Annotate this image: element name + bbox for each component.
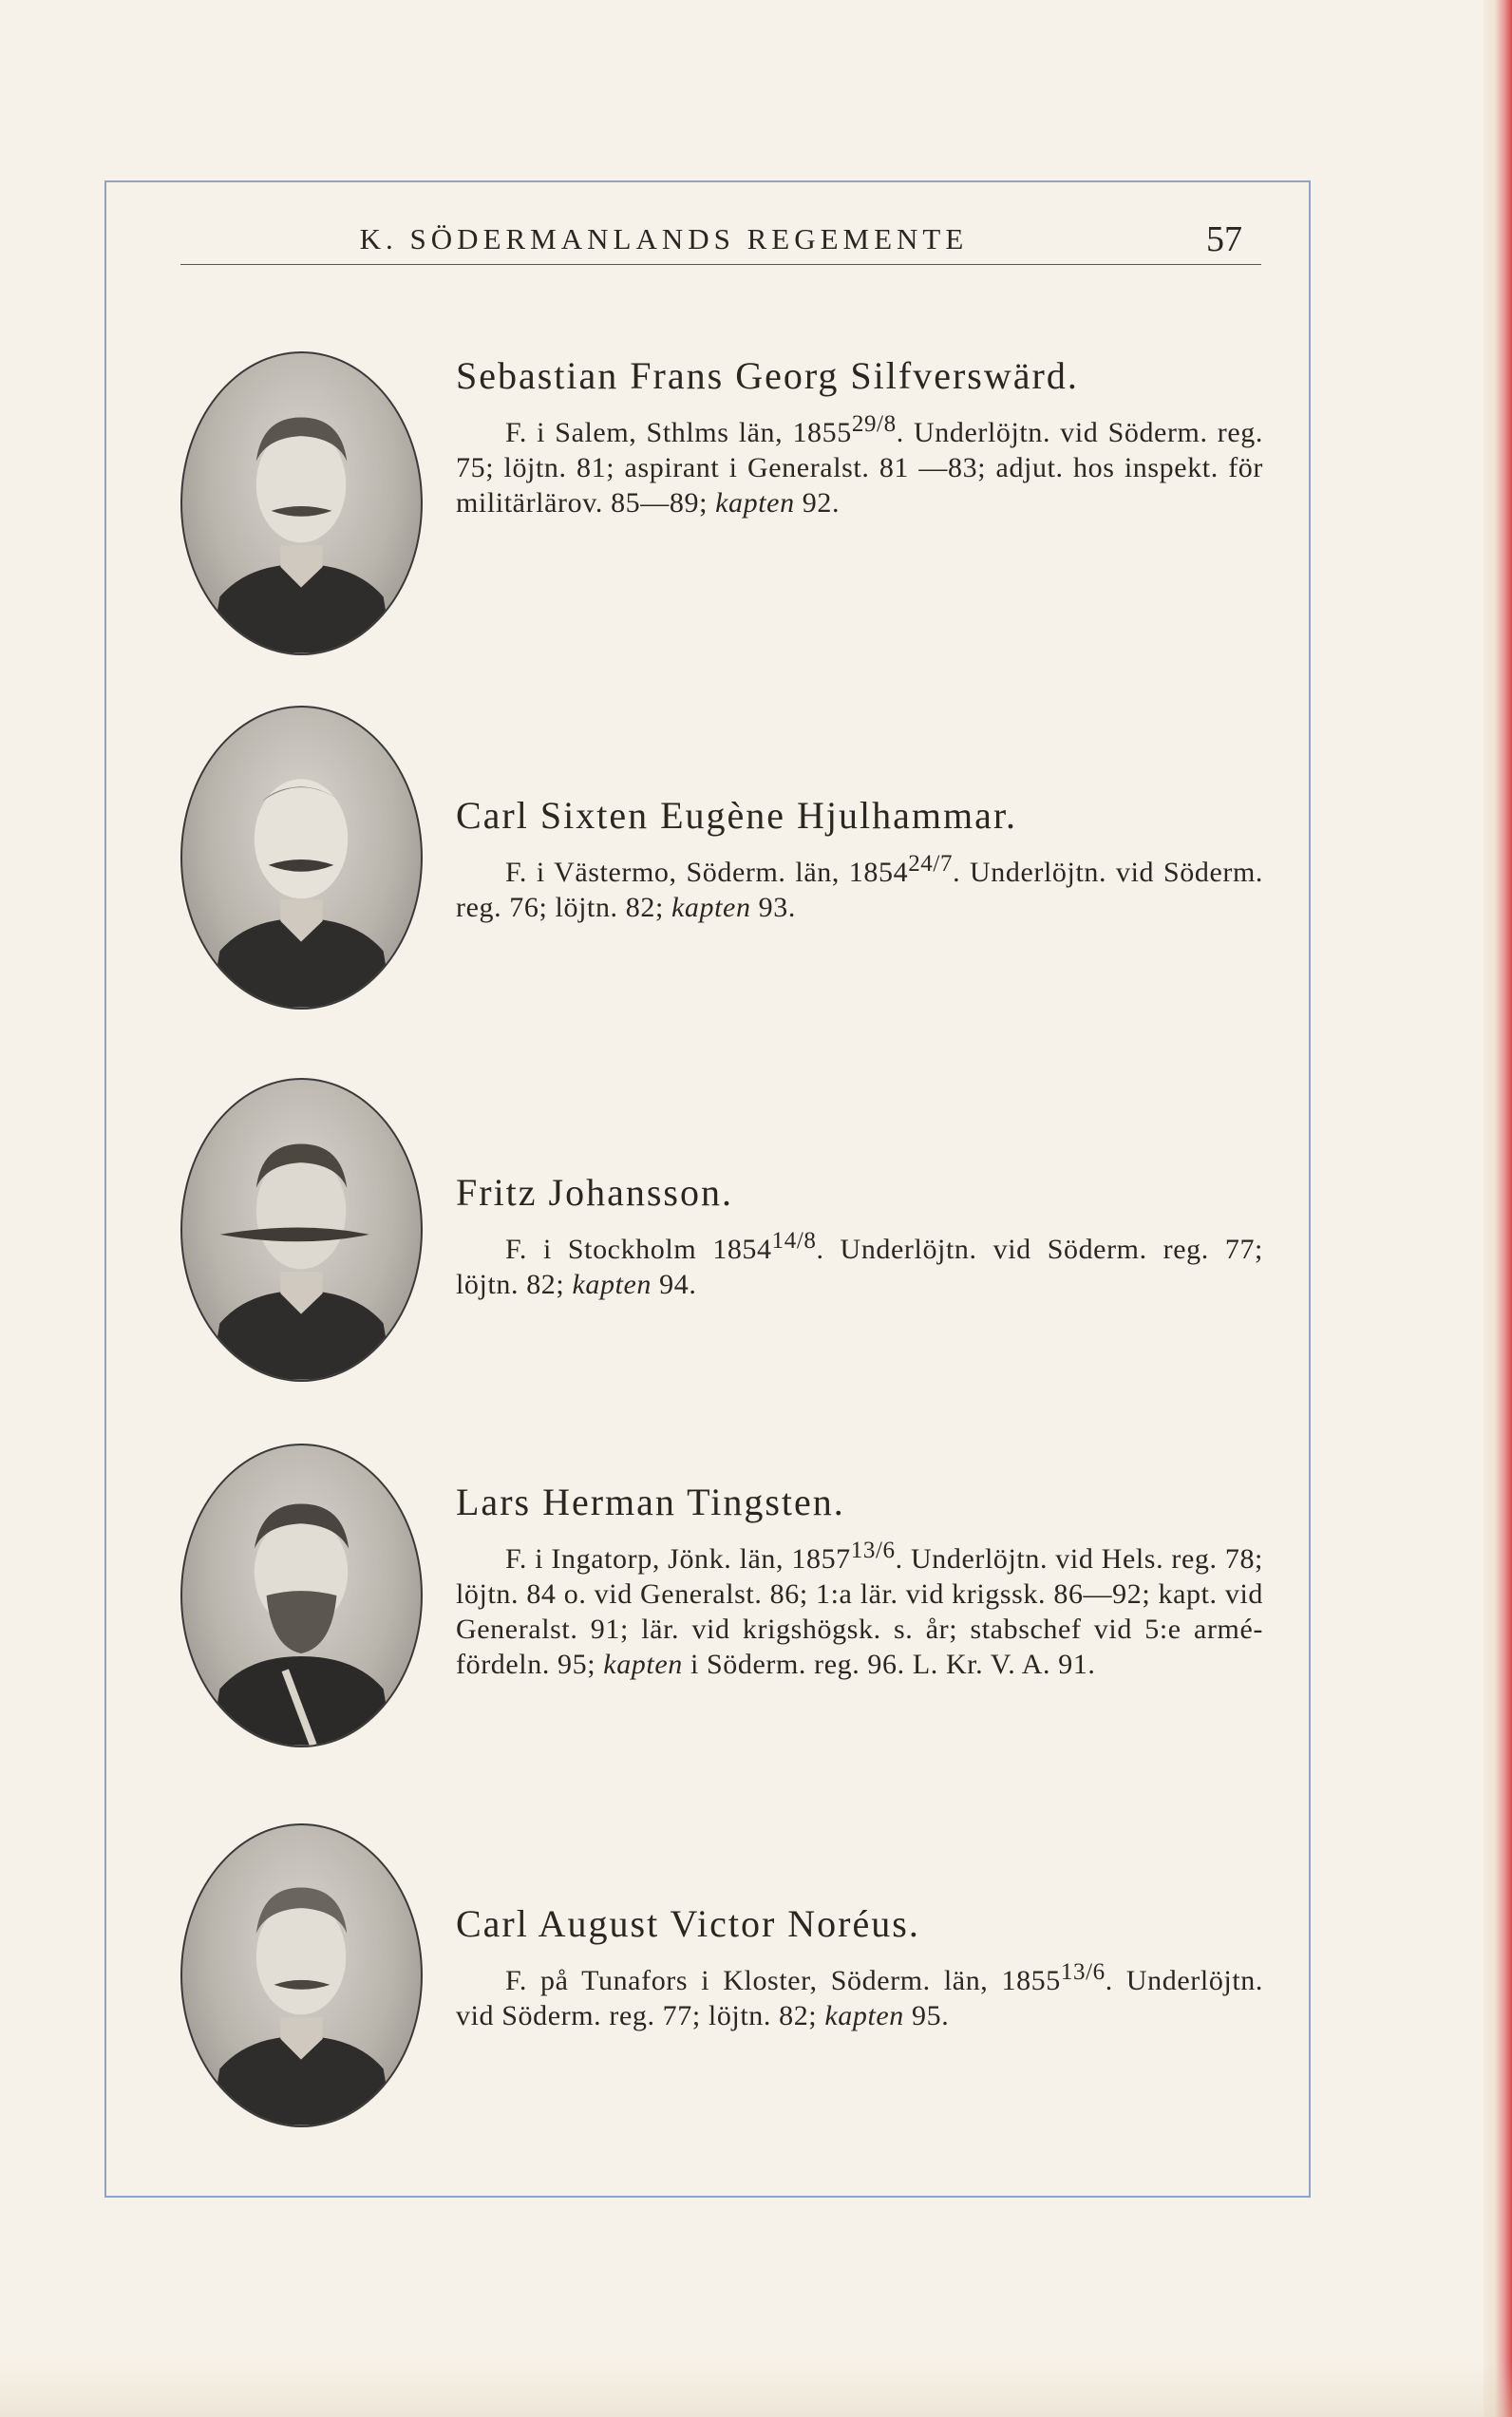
portrait-photo [180, 351, 423, 655]
portrait-photo [180, 1823, 423, 2127]
officer-bio: F. i Stockholm $1854^{14/8}$. Underlöjtn. vid Söderm. reg. 77; löjtn. 82; kapten 94. [456, 1228, 1263, 1300]
officer-name: Carl Sixten Eugène Hjulhammar. [456, 794, 1017, 837]
portrait-photo [180, 1444, 423, 1747]
birth-date: 13/6 [1060, 1959, 1106, 1985]
officer-bio: F. i Ingatorp, Jönk. län, $1857^{13/6}$. Underlöjtn. vid Hels. reg. 78; löjtn. 84 o. vid Generalst. 86; 1:a lär. vid krigssk. 86—92; kapt. vid Generalst. 91; lär. vid krigshögsk. s. år; stabschef vid 5:e armé-fördeln. 95; kapten i Söderm. reg. 96. L. Kr. V. A. 91. [456, 1538, 1263, 1680]
rank-title: kapten [603, 1649, 683, 1680]
officer-bio: F. på Tunafors i Kloster, Söderm. län, $1855^{13/6}$. Underlöjtn. vid Söderm. reg. 77; löjtn. 82; kapten 95. [456, 1959, 1263, 2031]
rank-title: kapten [824, 2000, 904, 2031]
officer-name: Lars Herman Tingsten. [456, 1481, 845, 1523]
running-header [180, 213, 1261, 265]
officer-bio: F. i Västermo, Söderm. län, $1854^{24/7}$. Underlöjtn. vid Söderm. reg. 76; löjtn. 82; kapten 93. [456, 851, 1263, 923]
officer-name: Fritz Johansson. [456, 1171, 733, 1214]
birth-date: 24/7 [908, 851, 954, 877]
portrait-photo [180, 1078, 423, 1382]
birth-date: 13/6 [850, 1538, 896, 1563]
page-number: 57 [1206, 219, 1242, 259]
officer-name: Carl August Victor Noréus. [456, 1902, 920, 1945]
rank-title: kapten [572, 1269, 652, 1300]
portrait-photo [180, 706, 423, 1010]
rank-title: kapten [671, 892, 751, 923]
page-shadow [0, 2360, 1512, 2417]
birth-date: 29/8 [851, 411, 897, 437]
rank-title: kapten [715, 487, 795, 519]
officer-name: Sebastian Frans Georg Silfverswärd. [456, 354, 1079, 397]
birth-date: 14/8 [771, 1228, 817, 1254]
header-title: K. SÖDERMANLANDS REGEMENTE [359, 222, 969, 255]
officer-bio: F. i Salem, Sthlms län, $1855^{29/8}$. Underlöjtn. vid Söderm. reg. 75; löjtn. 81; aspirant i Generalst. 81 —83; adjut. hos inspekt. för militärlärov. 85—89; kapten 92. [456, 411, 1263, 519]
page-edge [1484, 0, 1512, 2417]
